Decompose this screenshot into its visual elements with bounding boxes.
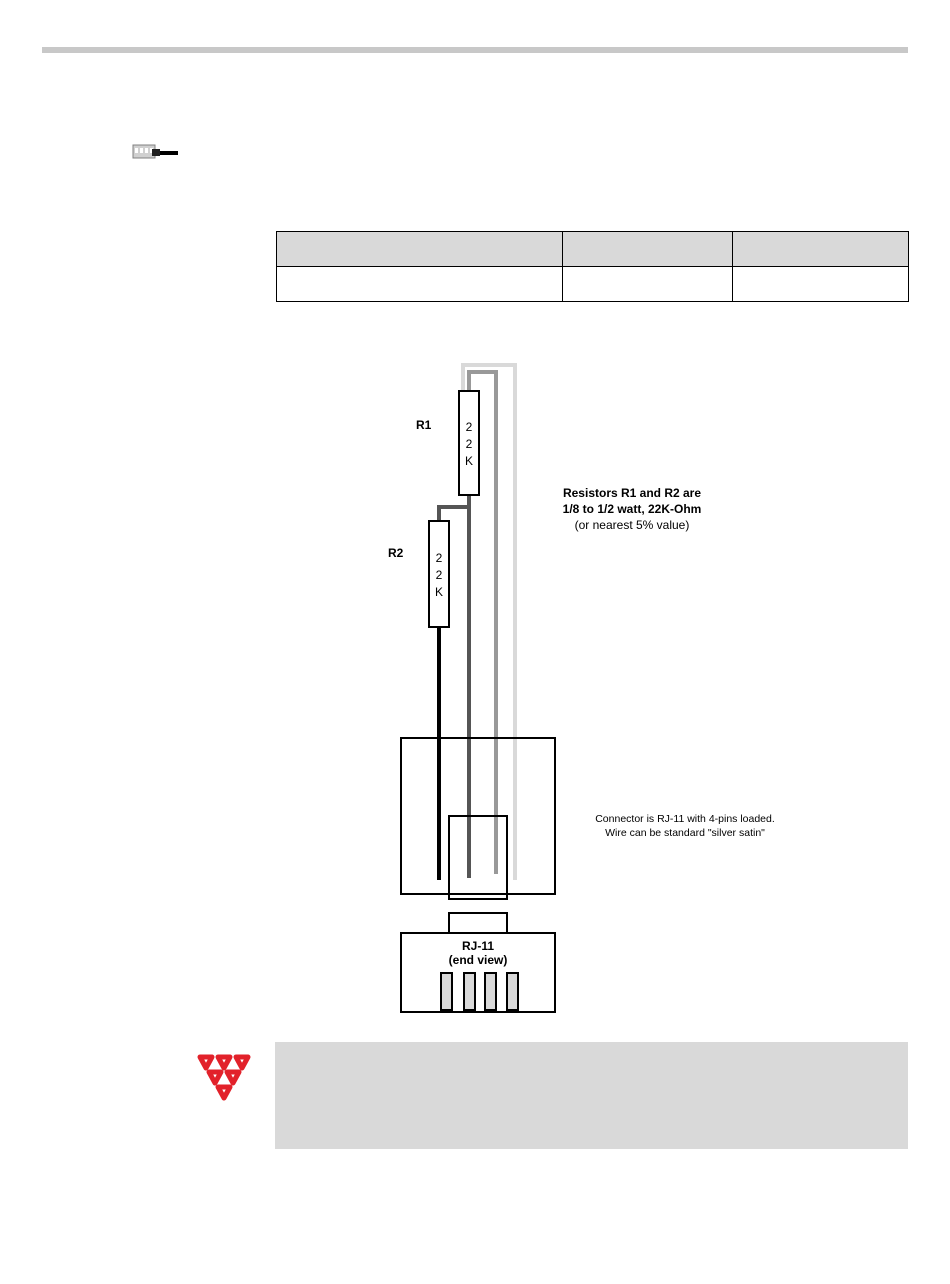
r2-value-digit: 2	[435, 551, 443, 565]
rj11-sublabel: (end view)	[448, 953, 508, 967]
resistor-note-line: (or nearest 5% value)	[574, 518, 690, 532]
r1-value-digit: 2	[465, 437, 473, 451]
r1-label: R1	[416, 418, 432, 432]
r1-value-digit: 2	[465, 420, 473, 434]
note-box	[275, 1042, 908, 1149]
rj11-pin	[464, 973, 475, 1010]
rj11-pin	[507, 973, 518, 1010]
rj11-pin	[441, 973, 452, 1010]
wire-dark-gray-upper	[439, 496, 469, 522]
connector-plug	[449, 816, 507, 899]
resistor-note-line: Resistors R1 and R2 are	[562, 486, 702, 500]
r2-value-unit: K	[434, 585, 444, 599]
rj11-label: RJ-11	[461, 939, 495, 953]
polycom-logo-icon	[196, 1050, 252, 1106]
r2-value-digit: 2	[435, 568, 443, 582]
rj11-pin	[485, 973, 496, 1010]
resistor-note-line: 1/8 to 1/2 watt, 22K-Ohm	[562, 502, 702, 516]
connector-note-line: Connector is RJ-11 with 4-pins loaded.	[595, 813, 775, 825]
rj11-latch	[449, 913, 507, 933]
connector-note-line: Wire can be standard "silver satin"	[605, 827, 765, 839]
r1-value-unit: K	[464, 454, 474, 468]
r2-label: R2	[388, 546, 404, 560]
